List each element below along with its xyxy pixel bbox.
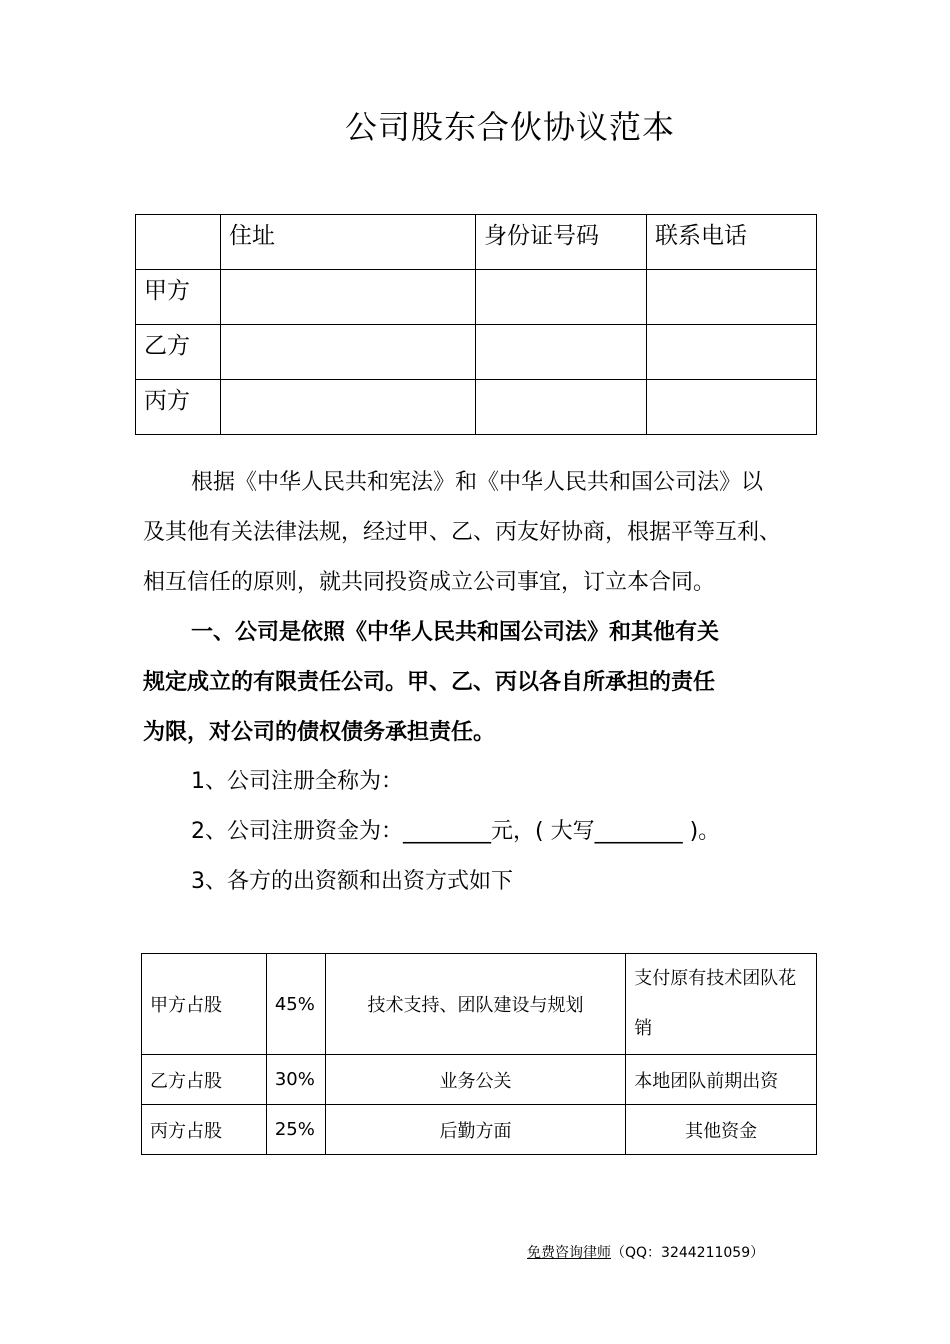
address-cell	[221, 380, 476, 435]
party-share-label: 丙方占股	[142, 1105, 267, 1155]
party-info-table	[135, 214, 817, 435]
contact-qq: （QQ：3244211059）	[611, 1245, 765, 1261]
party-label-c: 丙方	[136, 380, 221, 435]
share-percent: 45%	[266, 954, 325, 1055]
party-share-label: 乙方占股	[142, 1055, 267, 1105]
table-row	[136, 325, 817, 380]
funding-cell: 支付原有技术团队花销	[626, 954, 817, 1055]
table-row	[142, 954, 817, 1055]
intro-line	[143, 458, 813, 508]
address-cell	[221, 325, 476, 380]
intro-line: 相互信任的原则，就共同投资成立公司事宜，订立本合同。	[143, 570, 716, 595]
intro-line-text: 根据《中华人民共和宪法》和《中华人民共和国公司法》以	[191, 470, 764, 495]
table-row	[142, 1105, 817, 1155]
lawyer-consult-link[interactable]: 免费咨询律师	[527, 1245, 611, 1261]
intro-line: 及其他有关法律法规，经过甲、乙、丙友好协商，根据平等互利、	[143, 520, 782, 545]
funding-cell: 其他资金	[626, 1105, 817, 1155]
phone-cell	[647, 325, 817, 380]
party-label-b: 乙方	[136, 325, 221, 380]
id-number-cell	[476, 270, 647, 325]
table-header-row	[136, 215, 817, 270]
responsibility-cell: 业务公关	[325, 1055, 625, 1105]
footer	[527, 1242, 764, 1262]
article-line	[143, 608, 813, 658]
article-one-paragraph	[143, 608, 813, 758]
share-table	[141, 953, 817, 1155]
table-row	[142, 1055, 817, 1105]
article-line: 规定成立的有限责任公司。甲、乙、丙以各自所承担的责任	[143, 670, 716, 695]
party-label-a: 甲方	[136, 270, 221, 325]
header-cell-id-number: 身份证号码	[476, 215, 647, 270]
party-share-label: 甲方占股	[142, 954, 267, 1055]
share-percent: 25%	[266, 1105, 325, 1155]
intro-paragraph	[143, 458, 813, 608]
article-line-text: 一、公司是依照《中华人民共和国公司法》和其他有关	[191, 620, 720, 645]
item-registered-capital: 2、公司注册资金为：________元，( 大写________ )。	[191, 819, 721, 844]
item-company-name: 1、公司注册全称为：	[191, 769, 403, 794]
item-contribution-heading: 3、各方的出资额和出资方式如下	[191, 869, 513, 894]
id-number-cell	[476, 380, 647, 435]
address-cell	[221, 270, 476, 325]
header-cell-blank	[136, 215, 221, 270]
article-line: 为限，对公司的债权债务承担责任。	[143, 720, 496, 745]
header-cell-phone: 联系电话	[647, 215, 817, 270]
document-title: 公司股东合伙协议范本	[344, 108, 675, 146]
header-cell-address: 住址	[221, 215, 476, 270]
table-row	[136, 380, 817, 435]
funding-cell: 本地团队前期出资	[626, 1055, 817, 1105]
share-percent: 30%	[266, 1055, 325, 1105]
id-number-cell	[476, 325, 647, 380]
responsibility-cell: 后勤方面	[325, 1105, 625, 1155]
table-row	[136, 270, 817, 325]
phone-cell	[647, 380, 817, 435]
phone-cell	[647, 270, 817, 325]
responsibility-cell: 技术支持、团队建设与规划	[325, 954, 625, 1055]
